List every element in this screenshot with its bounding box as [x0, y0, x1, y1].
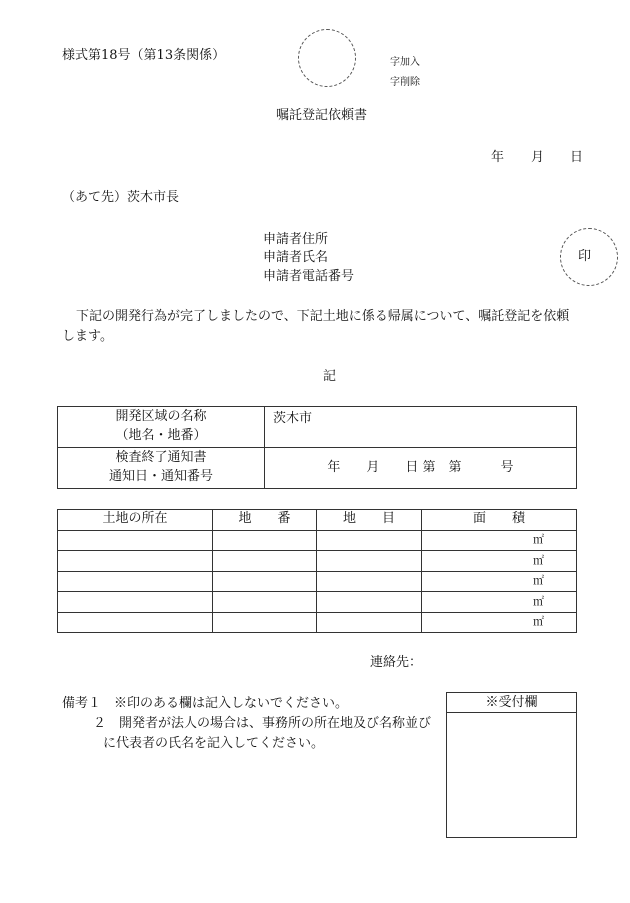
cell-lot-number[interactable] — [213, 551, 317, 572]
cell-location[interactable] — [58, 551, 213, 572]
notice-value[interactable]: 年 月 日 第 第 号 — [265, 448, 577, 489]
land-table-row — [58, 551, 577, 572]
correction-seal-circle — [298, 29, 356, 87]
area-name-label: 開発区域の名称 （地名・地番） — [58, 407, 265, 448]
area-name-value[interactable]: 茨木市 — [265, 407, 577, 448]
note-2-line1: ２ 開発者が法人の場合は、事務所の所在地及び名称並び — [93, 716, 432, 731]
cell-land-category[interactable] — [317, 571, 422, 592]
cell-lot-number[interactable] — [213, 530, 317, 551]
char-added-label: 字加入 — [390, 57, 420, 68]
cell-area[interactable]: ㎡ — [422, 612, 577, 633]
header-area: 面 積 — [422, 510, 577, 531]
date-day: 日 — [570, 150, 584, 165]
header-location: 土地の所在 — [58, 510, 213, 531]
applicant-address-label: 申請者住所 — [263, 232, 329, 247]
cell-location[interactable] — [58, 612, 213, 633]
cell-area[interactable]: ㎡ — [422, 571, 577, 592]
land-table-row — [58, 592, 577, 613]
char-deleted-label: 字削除 — [390, 77, 420, 88]
notice-label: 検査終了通知書 通知日・通知番号 — [58, 448, 265, 489]
land-table — [57, 509, 577, 633]
cell-location[interactable] — [58, 530, 213, 551]
applicant-name-label: 申請者氏名 — [263, 250, 329, 265]
cell-area[interactable]: ㎡ — [422, 592, 577, 613]
reception-header: ※受付欄 — [447, 693, 576, 713]
date-year: 年 — [491, 150, 505, 165]
land-table-row — [58, 571, 577, 592]
cell-land-category[interactable] — [317, 612, 422, 633]
addressee: （あて先）茨木市長 — [62, 190, 180, 205]
land-table-row — [58, 530, 577, 551]
form-number: 様式第18号（第13条関係） — [62, 48, 226, 63]
cell-land-category[interactable] — [317, 551, 422, 572]
applicant-phone-label: 申請者電話番号 — [263, 269, 355, 284]
cell-land-category[interactable] — [317, 592, 422, 613]
document-title: 嘱託登記依頼書 — [276, 108, 368, 123]
note-2-line2: に代表者の氏名を記入してください。 — [103, 736, 325, 751]
cell-location[interactable] — [58, 571, 213, 592]
cell-land-category[interactable] — [317, 530, 422, 551]
body-text-line2: します。 — [62, 329, 113, 344]
development-info-table — [57, 406, 577, 489]
land-table-header — [58, 510, 577, 531]
header-land-category: 地 目 — [317, 510, 422, 531]
contact-label: 連絡先： — [370, 655, 423, 670]
note-1: 備考１ ※印のある欄は記入しないでください。 — [62, 696, 349, 711]
reception-box — [446, 692, 577, 838]
cell-area[interactable]: ㎡ — [422, 551, 577, 572]
date-month: 月 — [531, 150, 545, 165]
body-text-line1: 下記の開発行為が完了しましたので、下記土地に係る帰属について、嘱託登記を依頼 — [76, 309, 570, 324]
cell-lot-number[interactable] — [213, 592, 317, 613]
land-table-row — [58, 612, 577, 633]
cell-area[interactable]: ㎡ — [422, 530, 577, 551]
ki-heading: 記 — [323, 369, 337, 384]
cell-location[interactable] — [58, 592, 213, 613]
seal-label: 印 — [578, 249, 592, 264]
cell-lot-number[interactable] — [213, 612, 317, 633]
header-lot-number: 地 番 — [213, 510, 317, 531]
cell-lot-number[interactable] — [213, 571, 317, 592]
